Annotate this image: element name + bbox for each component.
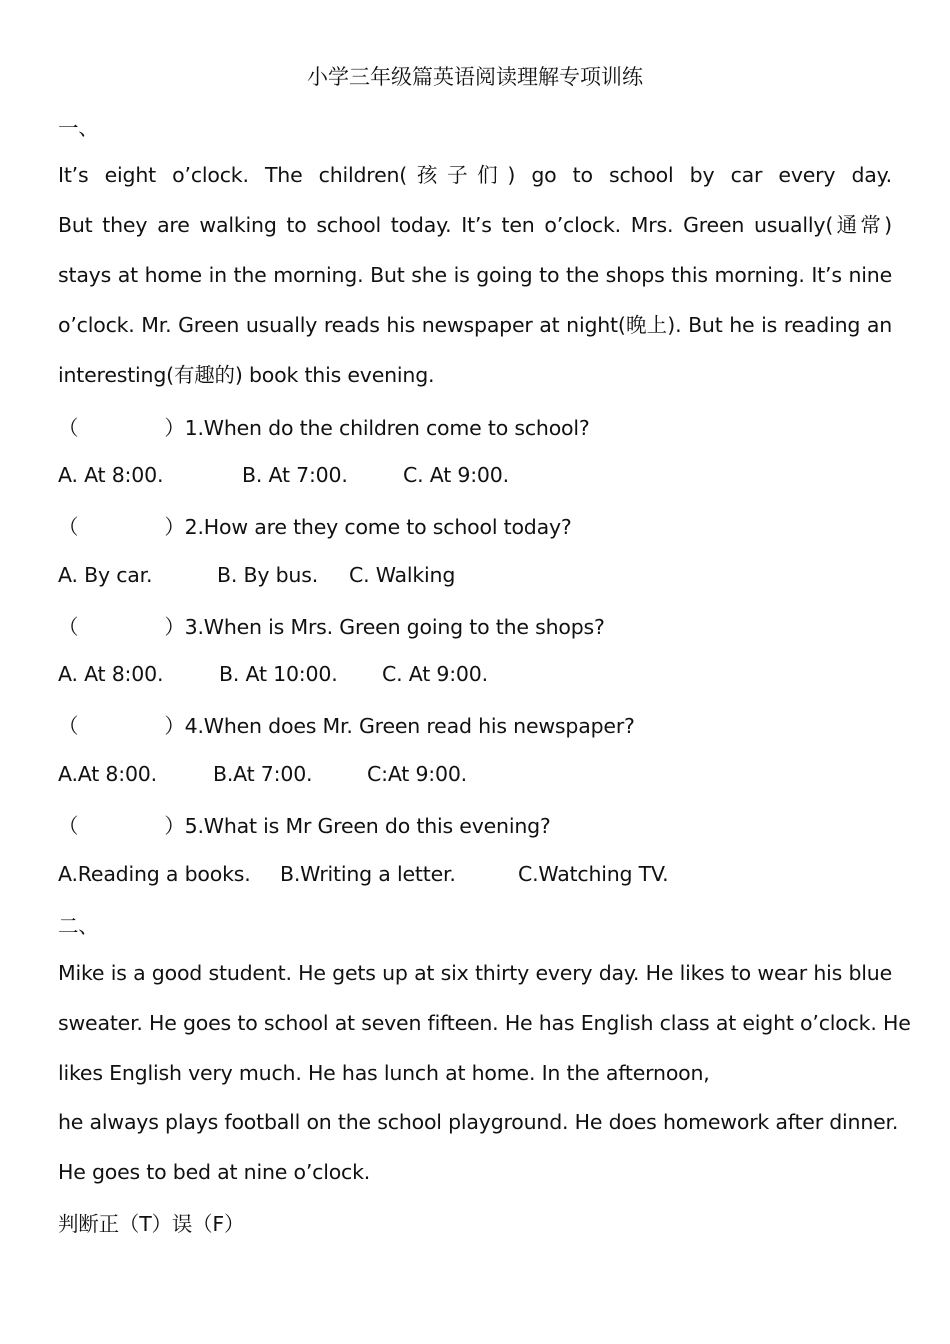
question-2: [58, 513, 572, 541]
section2-passage-line-1: Mike is a good student. He gets up at six thirty every day. He likes to wear his blue: [58, 961, 892, 985]
option-a: A.Reading a books.: [58, 862, 251, 886]
question-text: 4.When does Mr. Green read his newspaper?: [184, 714, 635, 738]
option-c: C. At 9:00.: [382, 662, 488, 686]
section1-heading: 一、: [58, 116, 99, 140]
answer-paren-open: （: [58, 416, 79, 440]
section2-passage-line-4: he always plays football on the school playground. He does homework after dinner.: [58, 1110, 899, 1134]
section1-passage-line-5: interesting(有趣的) book this evening.: [58, 363, 435, 387]
section1-passage-line-4: o’clock. Mr. Green usually reads his newspaper at night(晚上). But he is reading an: [58, 313, 892, 337]
question-2-options: [58, 561, 892, 589]
section2-heading: 二、: [58, 914, 99, 938]
answer-paren-close: ）: [164, 416, 185, 440]
question-5: [58, 812, 551, 840]
option-a: A. At 8:00.: [58, 662, 164, 686]
option-b: B. At 10:00.: [219, 662, 338, 686]
option-b: B.At 7:00.: [213, 762, 313, 786]
question-3-options: [58, 660, 892, 688]
option-b: B. At 7:00.: [242, 463, 348, 487]
question-text: 1.When do the children come to school?: [184, 416, 590, 440]
question-5-options: [58, 860, 892, 888]
section1-passage-line-3: stays at home in the morning. But she is going to the shops this morning. It’s nine: [58, 263, 892, 287]
answer-paren-close: ）: [164, 615, 185, 639]
question-3: [58, 613, 605, 641]
option-c: C. At 9:00.: [403, 463, 509, 487]
option-b: B. By bus.: [217, 563, 319, 587]
question-text: 3.When is Mrs. Green going to the shops?: [184, 615, 605, 639]
option-c: C.Watching TV.: [518, 862, 669, 886]
option-a: A.At 8:00.: [58, 762, 157, 786]
section2-passage-line-2: sweater. He goes to school at seven fifteen. He has English class at eight o’clock. He: [58, 1011, 911, 1035]
answer-paren-open: （: [58, 714, 79, 738]
answer-paren-open: （: [58, 515, 79, 539]
question-4-options: [58, 760, 892, 788]
option-a: A. By car.: [58, 563, 153, 587]
option-c: C. Walking: [349, 563, 456, 587]
section1-passage-line-2: But they are walking to school today. It’s ten o’clock. Mrs. Green usually(通常): [58, 213, 892, 237]
true-false-instruction: 判断正（T）误（F）: [58, 1212, 245, 1236]
section1-passage-line-1: It’s eight o’clock. The children(孩子们) go to school by car every day.: [58, 163, 892, 187]
section2-passage-line-5: He goes to bed at nine o’clock.: [58, 1160, 371, 1184]
answer-paren-close: ）: [164, 515, 185, 539]
question-4: [58, 712, 635, 740]
question-text: 5.What is Mr Green do this evening?: [184, 814, 551, 838]
answer-paren-open: （: [58, 615, 79, 639]
question-1: [58, 414, 590, 442]
question-text: 2.How are they come to school today?: [184, 515, 572, 539]
page-title: 小学三年级篇英语阅读理解专项训练: [307, 65, 643, 89]
answer-paren-close: ）: [164, 814, 185, 838]
option-a: A. At 8:00.: [58, 463, 164, 487]
option-b: B.Writing a letter.: [280, 862, 456, 886]
option-c: C:At 9:00.: [367, 762, 467, 786]
question-1-options: [58, 461, 892, 489]
answer-paren-close: ）: [164, 714, 185, 738]
section2-passage-line-3: likes English very much. He has lunch at home. In the afternoon,: [58, 1061, 710, 1085]
answer-paren-open: （: [58, 814, 79, 838]
